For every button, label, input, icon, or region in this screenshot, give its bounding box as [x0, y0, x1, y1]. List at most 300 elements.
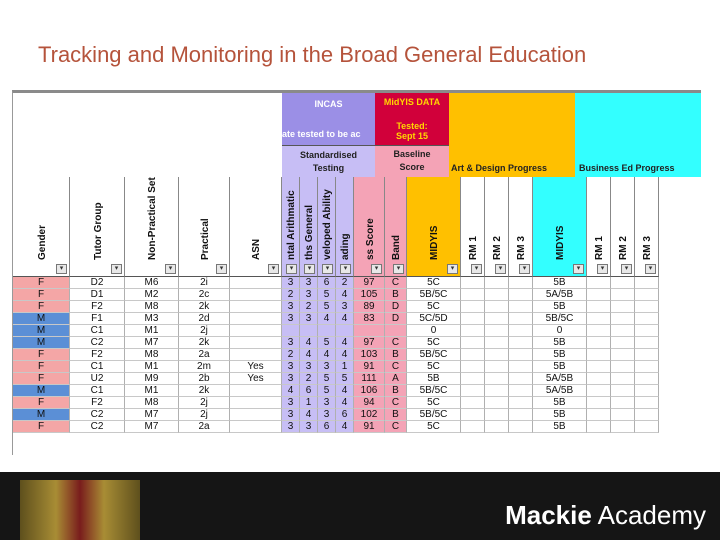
table-cell	[318, 325, 336, 337]
table-cell	[611, 421, 635, 433]
table-cell	[635, 301, 659, 313]
table-cell	[611, 409, 635, 421]
table-cell	[611, 289, 635, 301]
table-cell	[461, 421, 485, 433]
table-cell: 3	[282, 313, 300, 325]
table-cell: 4	[318, 313, 336, 325]
table-cell	[485, 421, 509, 433]
table-cell: D1	[70, 289, 125, 301]
table-cell	[635, 409, 659, 421]
table-cell	[587, 349, 611, 361]
filter-dropdown-icon[interactable]: ▾	[340, 264, 351, 274]
filter-dropdown-icon[interactable]: ▾	[495, 264, 506, 274]
table-cell: D	[385, 301, 407, 313]
table-cell: 4	[336, 397, 354, 409]
table-cell: 4	[300, 409, 318, 421]
table-cell	[635, 289, 659, 301]
filter-dropdown-icon[interactable]: ▾	[111, 264, 122, 274]
column-header-label: RM 1	[468, 236, 479, 260]
table-cell: F	[13, 301, 70, 313]
table-cell: B	[385, 349, 407, 361]
table-cell: 5C	[407, 301, 461, 313]
table-cell: 106	[354, 385, 385, 397]
table-cell: 105	[354, 289, 385, 301]
table-cell: 4	[282, 385, 300, 397]
table-cell: B	[385, 409, 407, 421]
table-cell	[587, 313, 611, 325]
score-label: Score	[399, 162, 425, 172]
table-cell: 5	[318, 385, 336, 397]
table-cell: 6	[300, 385, 318, 397]
table-cell	[587, 325, 611, 337]
table-cell: 5B	[533, 409, 587, 421]
filter-dropdown-icon[interactable]: ▾	[393, 264, 404, 274]
table-cell: F2	[70, 349, 125, 361]
column-header	[13, 177, 70, 277]
table-cell	[485, 349, 509, 361]
table-cell	[509, 361, 533, 373]
table-cell: 5B	[407, 373, 461, 385]
table-cell: 111	[354, 373, 385, 385]
table-cell: F	[13, 361, 70, 373]
table-cell: 5	[318, 301, 336, 313]
table-cell: C	[385, 277, 407, 289]
table-cell	[611, 385, 635, 397]
table-cell: 89	[354, 301, 385, 313]
table-cell	[230, 277, 282, 289]
table-cell: B	[385, 289, 407, 301]
table-cell: F	[13, 421, 70, 433]
table-cell	[611, 373, 635, 385]
table-cell	[635, 373, 659, 385]
table-cell: F1	[70, 313, 125, 325]
table-cell: 83	[354, 313, 385, 325]
table-cell: 3	[300, 277, 318, 289]
column-header-label: Tutor Group	[93, 202, 104, 260]
table-cell: M	[13, 325, 70, 337]
column-header-label: ntal Arithmatic	[286, 190, 297, 260]
table-cell: F	[13, 397, 70, 409]
table-cell	[587, 397, 611, 409]
table-cell: M2	[125, 289, 179, 301]
table-cell: B	[385, 385, 407, 397]
table-cell: M7	[125, 421, 179, 433]
brand-name	[505, 500, 706, 531]
incas-sublabel: ate tested to be ac	[282, 129, 361, 139]
table-cell: M8	[125, 301, 179, 313]
table-cell	[485, 277, 509, 289]
column-header	[354, 177, 385, 277]
table-cell	[509, 313, 533, 325]
table-cell	[485, 325, 509, 337]
table-cell	[587, 337, 611, 349]
table-cell	[461, 325, 485, 337]
table-cell: 3	[318, 361, 336, 373]
table-cell: F	[13, 277, 70, 289]
table-cell: 5B	[533, 301, 587, 313]
table-cell	[461, 397, 485, 409]
table-cell: 5A/5B	[533, 385, 587, 397]
table-cell: 5B	[533, 397, 587, 409]
column-header	[611, 177, 635, 277]
table-cell: 3	[282, 361, 300, 373]
table-cell	[461, 289, 485, 301]
table-cell: 6	[318, 277, 336, 289]
table-cell	[354, 325, 385, 337]
column-header-label: ading	[340, 233, 351, 260]
table-cell	[461, 385, 485, 397]
table-cell: C	[385, 361, 407, 373]
table-cell	[230, 289, 282, 301]
table-cell: 5A/5B	[533, 373, 587, 385]
table-cell: 2	[300, 301, 318, 313]
business-ed-band	[575, 93, 701, 177]
column-header-label: RM 2	[492, 236, 503, 260]
column-header-label: RM 3	[642, 236, 653, 260]
table-cell: Yes	[230, 361, 282, 373]
table-cell: 5B/5C	[533, 313, 587, 325]
filter-dropdown-icon[interactable]: ▾	[519, 264, 530, 274]
table-cell: 0	[407, 325, 461, 337]
table-cell: 2k	[179, 385, 230, 397]
column-header-label: MIDYIS	[555, 225, 566, 260]
column-header	[407, 177, 461, 277]
table-cell: 3	[336, 301, 354, 313]
filter-dropdown-icon[interactable]: ▾	[286, 264, 297, 274]
column-header-label: RM 1	[594, 236, 605, 260]
column-header	[318, 177, 336, 277]
table-cell	[587, 385, 611, 397]
table-cell	[611, 397, 635, 409]
table-cell	[230, 313, 282, 325]
table-cell	[509, 337, 533, 349]
table-cell	[385, 325, 407, 337]
testing-label: Testing	[312, 163, 345, 173]
table-cell: 5B	[533, 361, 587, 373]
table-cell: 5B	[533, 277, 587, 289]
table-cell	[485, 301, 509, 313]
table-cell: 91	[354, 421, 385, 433]
table-cell: F2	[70, 397, 125, 409]
table-cell	[635, 337, 659, 349]
table-cell	[635, 421, 659, 433]
school-crest-logo	[20, 480, 140, 540]
table-cell	[461, 301, 485, 313]
table-cell	[587, 277, 611, 289]
table-cell: M1	[125, 361, 179, 373]
table-cell: 5	[318, 337, 336, 349]
column-header	[300, 177, 318, 277]
table-cell: M	[13, 337, 70, 349]
table-cell: 3	[300, 313, 318, 325]
table-cell: 5C/5D	[407, 313, 461, 325]
table-cell	[509, 277, 533, 289]
column-header-label: ss Score	[365, 218, 376, 260]
table-cell: 3	[300, 361, 318, 373]
table-cell: 4	[336, 421, 354, 433]
table-cell	[611, 349, 635, 361]
column-header-label: ths General	[304, 204, 315, 260]
table-cell: C	[385, 421, 407, 433]
table-cell: M8	[125, 397, 179, 409]
filter-dropdown-icon[interactable]: ▾	[447, 264, 458, 274]
table-cell	[509, 325, 533, 337]
table-cell	[635, 349, 659, 361]
column-header	[125, 177, 179, 277]
standardised-testing-band	[282, 145, 375, 177]
table-cell: C2	[70, 421, 125, 433]
table-cell	[461, 313, 485, 325]
table-cell: C	[385, 397, 407, 409]
filter-dropdown-icon[interactable]: ▾	[471, 264, 482, 274]
column-header	[587, 177, 611, 277]
filter-dropdown-icon[interactable]: ▾	[165, 264, 176, 274]
table-cell	[509, 349, 533, 361]
table-cell	[485, 397, 509, 409]
table-cell	[635, 325, 659, 337]
table-cell: 4	[336, 337, 354, 349]
table-cell	[509, 421, 533, 433]
table-cell	[230, 385, 282, 397]
table-cell: 97	[354, 277, 385, 289]
table-cell: 3	[282, 337, 300, 349]
table-cell	[230, 337, 282, 349]
filter-dropdown-icon[interactable]: ▾	[304, 264, 315, 274]
table-cell: 5B/5C	[407, 349, 461, 361]
table-cell	[485, 373, 509, 385]
table-cell	[635, 361, 659, 373]
table-cell: 2j	[179, 325, 230, 337]
table-cell: 5B/5C	[407, 409, 461, 421]
table-cell: 4	[318, 349, 336, 361]
filter-dropdown-icon[interactable]: ▾	[371, 264, 382, 274]
table-cell	[230, 397, 282, 409]
table-cell: C1	[70, 325, 125, 337]
table-cell	[611, 325, 635, 337]
table-cell: M	[13, 409, 70, 421]
table-cell: 5B	[533, 421, 587, 433]
table-cell: C2	[70, 409, 125, 421]
table-cell: 2	[282, 349, 300, 361]
table-cell: 4	[336, 349, 354, 361]
table-cell: 5C	[407, 421, 461, 433]
column-header	[70, 177, 125, 277]
table-cell: 4	[336, 313, 354, 325]
table-cell: 97	[354, 337, 385, 349]
table-cell: Yes	[230, 373, 282, 385]
table-cell	[587, 301, 611, 313]
table-cell	[509, 373, 533, 385]
filter-dropdown-icon[interactable]: ▾	[268, 264, 279, 274]
column-header-label: RM 3	[516, 236, 527, 260]
column-header-label: Practical	[200, 218, 211, 260]
table-cell: U2	[70, 373, 125, 385]
column-header	[533, 177, 587, 277]
slide-title: Tracking and Monitoring in the Broad General Education	[38, 42, 587, 67]
table-cell: 4	[300, 337, 318, 349]
table-cell: M1	[125, 325, 179, 337]
column-header-label: Non-Practical Set	[147, 177, 158, 260]
column-header	[282, 177, 300, 277]
table-cell	[461, 277, 485, 289]
table-cell: 6	[318, 421, 336, 433]
midyis-data-band	[375, 93, 449, 145]
table-cell: M	[13, 313, 70, 325]
table-cell: F	[13, 349, 70, 361]
table-cell	[509, 409, 533, 421]
spreadsheet	[12, 90, 701, 455]
table-cell	[611, 337, 635, 349]
column-header-label: RM 2	[618, 236, 629, 260]
table-cell	[300, 325, 318, 337]
table-cell: A	[385, 373, 407, 385]
table-cell: M9	[125, 373, 179, 385]
column-header	[635, 177, 659, 277]
table-cell	[635, 385, 659, 397]
table-cell: 4	[336, 385, 354, 397]
column-header-label: Gender	[37, 224, 48, 260]
table-cell	[611, 301, 635, 313]
table-cell: 5	[318, 289, 336, 301]
filter-dropdown-icon[interactable]: ▾	[322, 264, 333, 274]
midyis-data-label: MidYIS DATA	[383, 97, 441, 107]
table-cell	[461, 409, 485, 421]
table-cell	[587, 289, 611, 301]
table-cell: 5	[336, 373, 354, 385]
table-cell: M	[13, 385, 70, 397]
table-cell: 91	[354, 361, 385, 373]
table-cell	[461, 361, 485, 373]
table-cell	[461, 337, 485, 349]
table-cell	[611, 361, 635, 373]
filter-dropdown-icon[interactable]: ▾	[597, 264, 608, 274]
table-cell	[587, 373, 611, 385]
table-cell	[461, 349, 485, 361]
table-cell	[635, 277, 659, 289]
table-cell: M7	[125, 409, 179, 421]
table-cell: 3	[282, 397, 300, 409]
filter-dropdown-icon[interactable]: ▾	[216, 264, 227, 274]
table-cell: 3	[282, 301, 300, 313]
brand-bold: Mackie	[505, 500, 592, 530]
column-header-label: ASN	[251, 238, 262, 260]
table-cell: 5	[318, 373, 336, 385]
table-cell: 2k	[179, 301, 230, 313]
table-cell	[587, 421, 611, 433]
table-cell: 4	[300, 349, 318, 361]
column-header	[336, 177, 354, 277]
table-cell: 6	[336, 409, 354, 421]
table-cell	[230, 409, 282, 421]
table-cell	[485, 313, 509, 325]
table-cell: 3	[282, 277, 300, 289]
filter-dropdown-icon[interactable]: ▾	[621, 264, 632, 274]
filter-dropdown-icon[interactable]: ▾	[573, 264, 584, 274]
table-cell: 2c	[179, 289, 230, 301]
table-cell: 3	[282, 409, 300, 421]
table-cell: 1	[336, 361, 354, 373]
column-header-label: Band	[391, 235, 402, 260]
table-cell	[509, 385, 533, 397]
table-cell: 5A/5B	[533, 289, 587, 301]
table-cell: 5C	[407, 397, 461, 409]
table-cell	[461, 373, 485, 385]
table-cell: 94	[354, 397, 385, 409]
table-cell: 2k	[179, 337, 230, 349]
art-design-band	[449, 93, 575, 177]
table-cell	[282, 325, 300, 337]
baseline-score-band	[375, 145, 449, 177]
table-cell: 3	[318, 397, 336, 409]
table-cell	[611, 313, 635, 325]
filter-dropdown-icon[interactable]: ▾	[56, 264, 67, 274]
table-cell: 3	[282, 421, 300, 433]
table-cell: F2	[70, 301, 125, 313]
column-header	[385, 177, 407, 277]
table-cell	[587, 409, 611, 421]
table-cell: 102	[354, 409, 385, 421]
incas-label: INCAS	[314, 99, 343, 109]
table-cell: 5C	[407, 337, 461, 349]
table-cell: 103	[354, 349, 385, 361]
standardised-label: Standardised	[299, 150, 357, 160]
table-cell: 5B	[533, 349, 587, 361]
table-cell: M8	[125, 349, 179, 361]
table-cell: 2a	[179, 421, 230, 433]
table-cell	[230, 421, 282, 433]
table-cell	[509, 397, 533, 409]
tested-date: Sept 15	[395, 131, 428, 141]
table-cell: 2	[336, 277, 354, 289]
table-cell: 2d	[179, 313, 230, 325]
tested-label: Tested:	[396, 121, 428, 131]
table-cell	[587, 361, 611, 373]
column-header-label: veloped Ability	[322, 189, 333, 260]
table-cell	[485, 385, 509, 397]
table-cell	[230, 301, 282, 313]
table-cell: 5C	[407, 361, 461, 373]
column-header	[230, 177, 282, 277]
table-cell: M7	[125, 337, 179, 349]
table-cell: 3	[318, 409, 336, 421]
table-cell	[611, 277, 635, 289]
table-cell: 0	[533, 325, 587, 337]
table-cell: 2j	[179, 409, 230, 421]
table-cell: 2b	[179, 373, 230, 385]
filter-dropdown-icon[interactable]: ▾	[645, 264, 656, 274]
table-cell: 2i	[179, 277, 230, 289]
art-design-label: Art & Design Progress	[451, 163, 548, 173]
column-header	[485, 177, 509, 277]
table-cell	[509, 289, 533, 301]
baseline-label: Baseline	[393, 149, 431, 159]
table-cell	[230, 325, 282, 337]
column-header	[509, 177, 533, 277]
table-cell: 1	[300, 397, 318, 409]
table-cell: 2a	[179, 349, 230, 361]
table-cell: F	[13, 289, 70, 301]
table-cell: 5B/5C	[407, 385, 461, 397]
brand-rest: Academy	[591, 500, 706, 530]
column-header	[179, 177, 230, 277]
table-cell	[635, 397, 659, 409]
table-cell	[485, 361, 509, 373]
table-cell: M1	[125, 385, 179, 397]
table-cell	[485, 289, 509, 301]
table-cell	[336, 325, 354, 337]
table-cell: D2	[70, 277, 125, 289]
table-cell: C	[385, 337, 407, 349]
